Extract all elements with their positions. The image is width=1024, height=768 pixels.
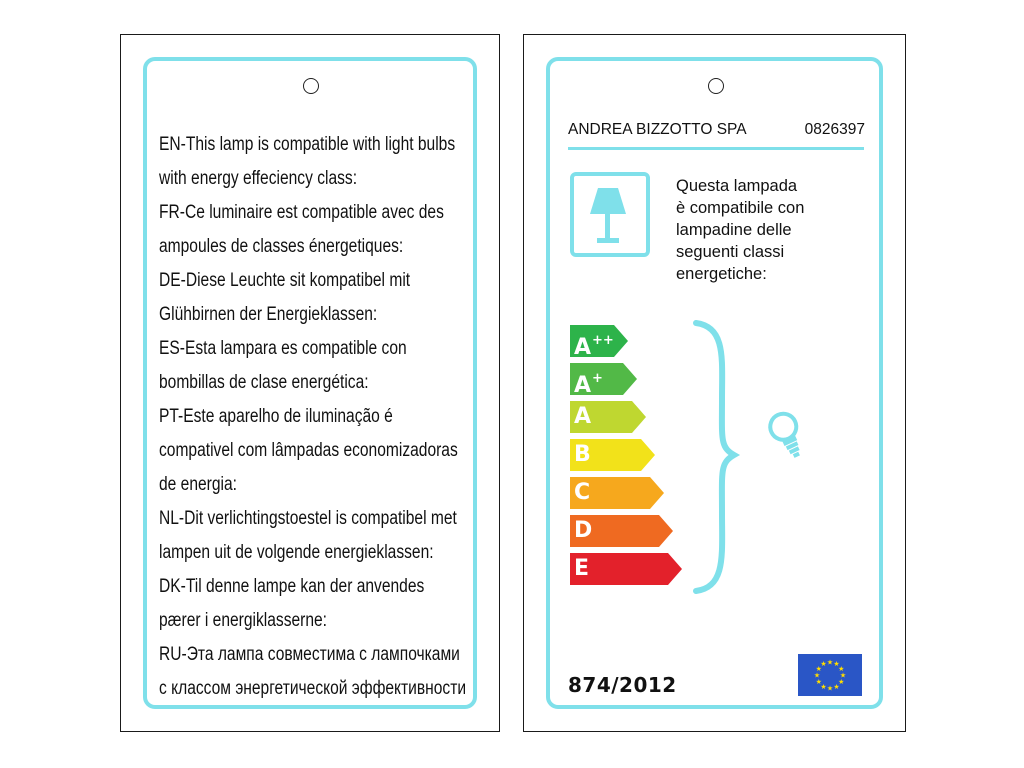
left-card-frame [143,57,477,709]
energy-class-label: A++ [574,333,614,360]
light-bulb-icon [766,409,809,462]
eu-star: ★ [833,660,840,669]
energy-class-modifier: + [592,371,603,386]
italian-description [676,175,804,285]
multilingual-compatibility-text [159,128,533,706]
text-line: compativel com lâmpadas economizadoras [159,440,458,461]
eu-star: ★ [838,678,845,686]
text-line: с классом энергетической эффективности [159,678,467,699]
eu-star: ★ [815,665,822,673]
text-line: DE-Diese Leuchte sit kompatibel mit [159,270,411,291]
text-line: DK-Til denne lampe kan der anvendes [159,576,425,597]
description-line: Questa lampada [676,177,798,195]
text-line: lampen uit de volgende energieklassen: [159,542,434,563]
energy-class-label: A+ [574,371,603,398]
text-line: Glühbirnen der Energieklassen: [159,304,378,325]
text-line: pærer i energiklasserne: [159,610,327,631]
eu-star: ★ [838,665,845,673]
curly-brace [690,319,810,599]
eu-star: ★ [833,682,840,691]
text-line: with energy effeciency class: [159,168,358,189]
text-line: ES-Esta lampara es compatible con [159,338,407,359]
energy-class-label: D [574,518,593,543]
eu-star: ★ [826,658,834,667]
hang-hole [303,78,319,94]
description-line: seguenti classi [676,243,785,261]
text-line: FR-Ce luminaire est compatible avec des [159,202,444,223]
eu-star: ★ [813,671,821,680]
eu-star: ★ [820,682,827,691]
text-line: NL-Dit verlichtingstoestel is compatibel met [159,508,457,529]
energy-class-label: C [574,480,591,505]
energy-class-arrow [570,401,646,433]
text-line: EN-This lamp is compatible with light bulbs [159,134,456,155]
eu-star: ★ [839,671,847,680]
energy-class-label: A [574,404,592,429]
header-divider [568,147,864,150]
energy-class-modifier: ++ [592,333,614,348]
eu-flag-icon [798,654,862,696]
energy-class-arrow [570,325,628,360]
energy-class-label: E [574,556,590,581]
product-code: 0826397 [804,121,865,138]
text-line: ampoules de classes énergetiques: [159,236,404,257]
regulation-number: 874/2012 [568,673,677,697]
description-line: lampadine delle [676,221,792,239]
energy-class-arrow [570,553,682,585]
right-label-card [523,34,906,732]
description-line: è compatibile con [676,199,805,217]
right-card-frame [546,57,883,709]
left-label-card [120,34,500,732]
text-line: de energia: [159,474,237,495]
table-lamp-icon [570,172,650,257]
company-name: ANDREA BIZZOTTO SPA [568,121,747,138]
hang-hole [708,78,724,94]
text-line: PT-Este aparelho de iluminação é [159,406,393,427]
energy-class-arrow [570,363,637,398]
energy-class-label: B [574,442,591,467]
brace-and-bulb [690,319,810,604]
energy-class-arrow [570,439,655,471]
text-line: RU-Эта лампа совместима с лампочками [159,644,460,665]
text-line: bombillas de clase energética: [159,372,369,393]
description-line: energetiche: [676,265,767,283]
energy-class-arrow [570,477,664,509]
eu-star: ★ [826,684,834,693]
eu-star: ★ [815,678,822,686]
eu-star: ★ [820,660,827,669]
energy-class-arrow [570,515,673,547]
